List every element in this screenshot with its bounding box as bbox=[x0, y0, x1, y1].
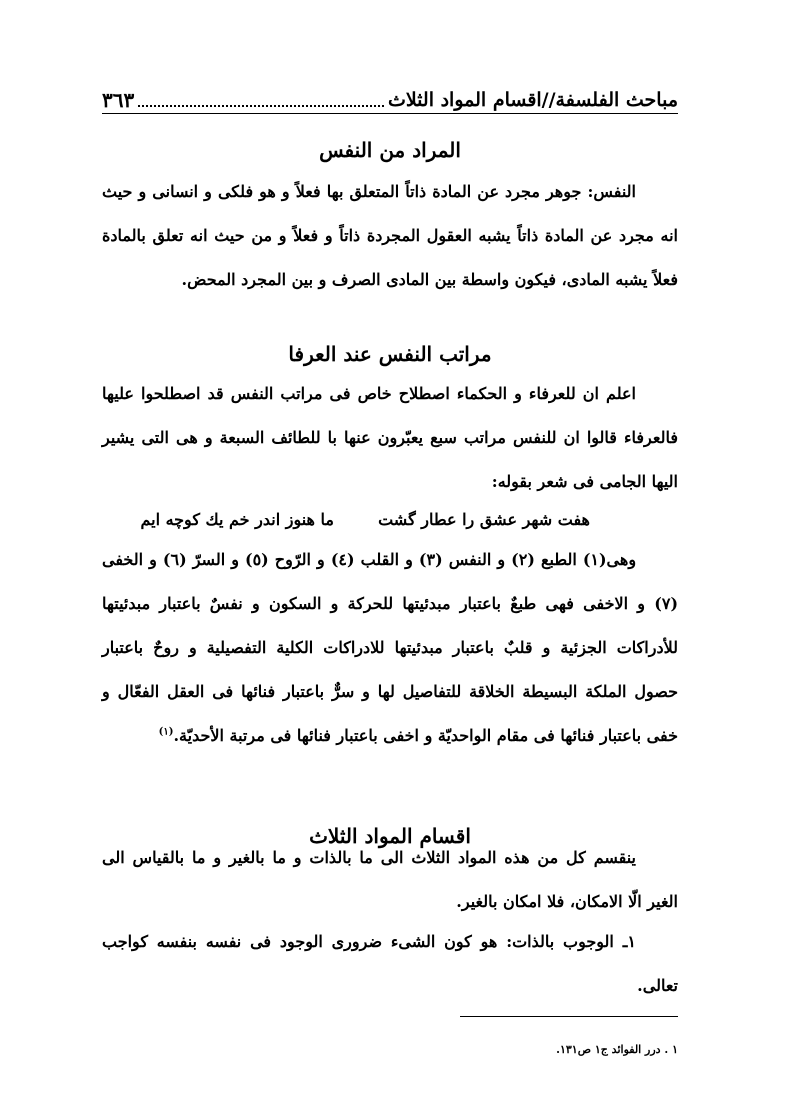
section-heading-soul: المراد من النفس bbox=[319, 138, 461, 162]
verse-hemistich-second: ما هنوز اندر خم يك كوچه ايم bbox=[140, 510, 334, 529]
verse-hemistich-first: هفت شهر عشق را عطار گشت bbox=[378, 510, 590, 529]
page-number: ٣٦٣ bbox=[102, 88, 135, 112]
footnote-rule bbox=[460, 1016, 678, 1017]
section-heading-three-modalities: اقسام المواد الثلاث bbox=[309, 824, 471, 848]
paragraph-soul-definition: النفس: جوهر مجرد عن المادة ذاتاً المتعلق بها فعلاً و هو فلكى و انسانى و حيث انه مجرد عن المادة ذاتاً يشبه العقول المجردة ذاتاً و فعلاً و من حيث انه تعلق بالمادة فعلاً يشبه المادى، فيكون واسطة بين المادى الصرف و بين المجرد المحض. bbox=[102, 182, 678, 289]
footnote-marker: (١) bbox=[158, 726, 174, 738]
paragraph-necessity-by-essence: ١ـ الوجوب بالذات: هو كون الشىء ضرورى الوجود فى نفسه بنفسه كواجب تعالى. bbox=[102, 932, 678, 995]
header-title: مباحث الفلسفة//اقسام المواد الثلاث bbox=[387, 89, 678, 111]
section-heading-soul-ranks: مراتب النفس عند العرفا bbox=[288, 342, 492, 366]
header-dot-leader bbox=[138, 105, 384, 107]
paragraph-ranks-list-text: وهى(١) الطبع (٢) و النفس (٣) و القلب (٤) و الرّوح (٥) و السرّ (٦) و الخفى (٧) و الاخفى فهى طبعٌ باعتبار مبدئيتها للحركة و السكون و نفسٌ باعتبار مبدئيتها للأدراكات الجزئية و قلبٌ باعتبار مبدئيتها للادراكات الكلية التفصيلية و روحٌ باعتبار حصول الملكة البسيطة الخلاقة للتفاصيل لها و سرٌّ باعتبار فنائها فى العقل الفعّال و خفى باعتبار فنائها فى مقام الواحديّة و اخفى باعتبار فنائها فى مرتبة الأحديّة. bbox=[102, 550, 679, 745]
paragraph-ranks-list bbox=[102, 538, 678, 758]
running-header bbox=[102, 82, 678, 112]
footnote: ١ . درر الفوائد ج١ ص١٣١. bbox=[556, 1043, 678, 1056]
header-rule bbox=[102, 113, 678, 114]
poem-verse bbox=[102, 506, 678, 534]
paragraph-ranks-intro: اعلم ان للعرفاء و الحكماء اصطلاح خاص فى مراتب النفس قد اصطلحوا عليها فالعرفاء قالوا ان للنفس مراتب سبع يعبّرون عنها با للطائف السبعة و هى التى يشير اليها الجامى فى شعر بقوله: bbox=[102, 384, 679, 491]
paragraph-modalities-division: ينقسم كل من هذه المواد الثلاث الى ما بالذات و ما بالغير و ما بالقياس الى الغير الّا الامكان، فلا امكان بالغير. bbox=[102, 848, 678, 911]
